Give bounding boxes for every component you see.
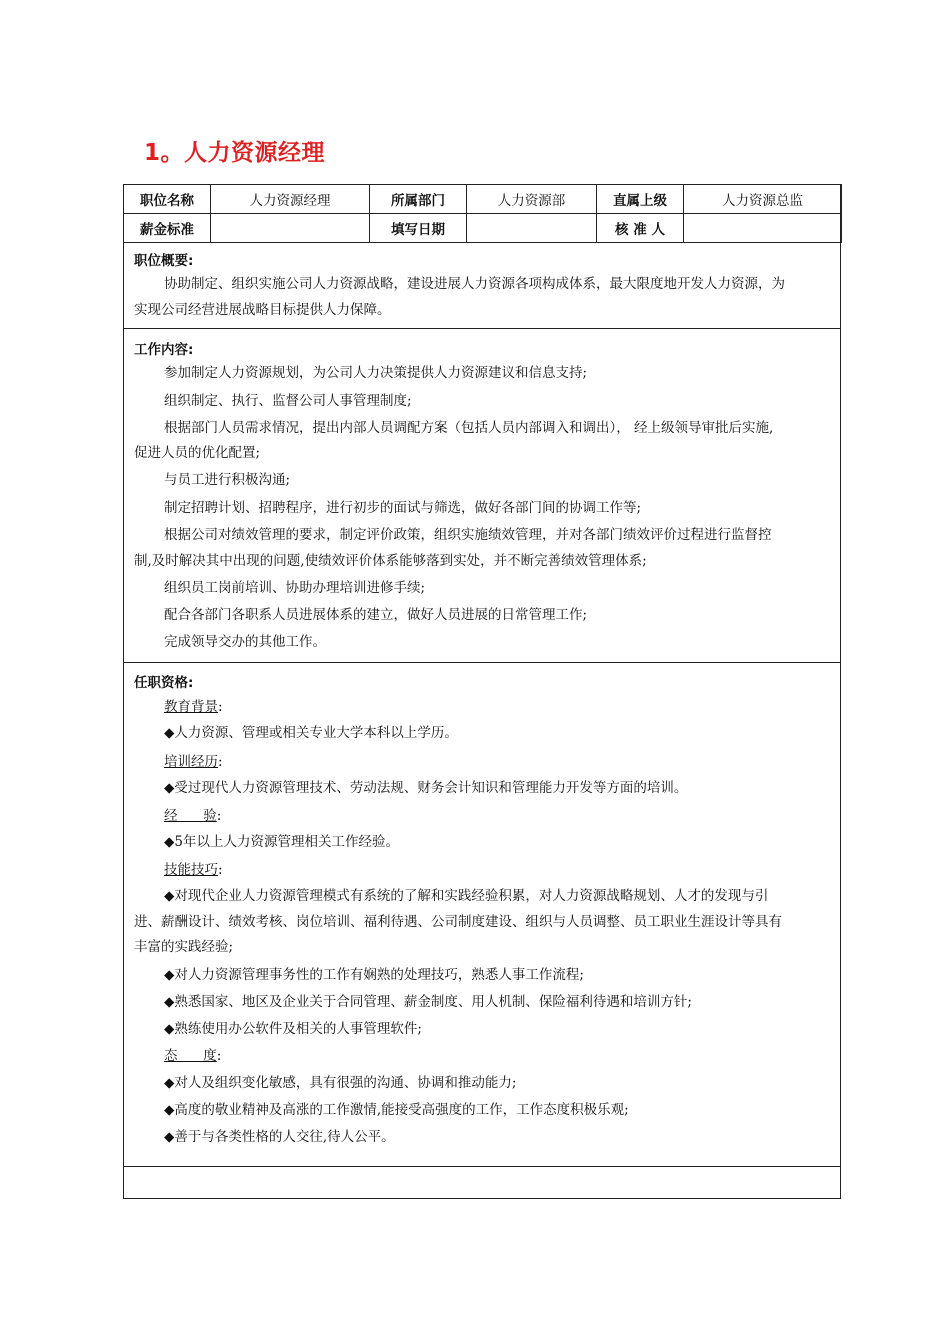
blank-row <box>124 1166 840 1198</box>
duty-line: 制,及时解决其中出现的问题,使绩效评价体系能够落到实处，并不断完善绩效管理体系; <box>134 553 647 569</box>
fill-date-label: 填写日期 <box>370 214 467 243</box>
duties-section <box>124 328 840 662</box>
overview-section <box>124 242 840 328</box>
salary-value <box>211 214 370 243</box>
overview-line: 实现公司经营进展战略目标提供人力保障。 <box>134 302 391 318</box>
skills-line: 丰富的实践经验; <box>134 939 234 955</box>
qualifications-section <box>124 662 840 1166</box>
duty-line: 组织制定、执行、监督公司人事管理制度; <box>164 393 412 409</box>
skills-line: ◆对现代企业人力资源管理模式有系统的了解和实践经验积累，对人力资源战略规划、人才的发现与引 <box>164 888 769 904</box>
duties-heading: 工作内容: <box>134 342 194 358</box>
duty-line: 促进人员的优化配置; <box>134 445 261 461</box>
approver-label: 核 准 人 <box>597 214 684 243</box>
duty-line: 制定招聘计划、招聘程序，进行初步的面试与筛选，做好各部门间的协调工作等; <box>164 500 642 516</box>
position-name-value: 人力资源经理 <box>211 185 370 214</box>
supervisor-label: 直属上级 <box>597 185 684 214</box>
salary-label: 薪金标准 <box>124 214 211 243</box>
duty-line: 配合各部门各职系人员进展体系的建立，做好人员进展的日常管理工作; <box>164 607 588 623</box>
header-row <box>124 214 842 243</box>
approver-value <box>684 214 842 243</box>
supervisor-value: 人力资源总监 <box>684 185 842 214</box>
header-table <box>123 184 842 243</box>
job-description-form <box>123 184 841 1199</box>
position-name-label: 职位名称 <box>124 185 211 214</box>
duty-line: 根据公司对绩效管理的要求，制定评价政策，组织实施绩效管理，并对各部门绩效评价过程进行监督控 <box>164 527 772 543</box>
experience-subheading: 经 验: <box>164 808 222 824</box>
skills-line: ◆熟练使用办公软件及相关的人事管理软件; <box>164 1021 422 1037</box>
attitude-line: ◆对人及组织变化敏感，具有很强的沟通、协调和推动能力; <box>164 1075 517 1091</box>
qualifications-heading: 任职资格: <box>134 675 194 691</box>
training-subheading: 培训经历: <box>164 754 223 770</box>
overview-line: 协助制定、组织实施公司人力资源战略，建设进展人力资源各项构成体系，最大限度地开发人力资源，为 <box>164 276 785 292</box>
fill-date-value <box>467 214 597 243</box>
duty-line: 根据部门人员需求情况，提出内部人员调配方案（包括人员内部调入和调出）， 经上级领导审批后实施, <box>164 420 774 436</box>
training-text: ◆受过现代人力资源管理技术、劳动法规、财务会计知识和管理能力开发等方面的培训。 <box>164 780 688 796</box>
skills-line: 进、薪酬设计、绩效考核、岗位培训、福利待遇、公司制度建设、组织与人员调整、员工职业生涯设计等具有 <box>134 914 782 930</box>
duty-line: 组织员工岗前培训、协助办理培训进修手续; <box>164 580 426 596</box>
attitude-subheading: 态 度: <box>164 1048 222 1064</box>
document-title: 1。人力资源经理 <box>144 140 326 166</box>
duty-line: 完成领导交办的其他工作。 <box>164 634 326 650</box>
overview-heading: 职位概要: <box>134 253 194 269</box>
skills-subheading: 技能技巧: <box>164 862 223 878</box>
attitude-line: ◆善于与各类性格的人交往,待人公平。 <box>164 1129 395 1145</box>
header-row <box>124 185 842 214</box>
duty-line: 与员工进行积极沟通; <box>164 472 291 488</box>
duty-line: 参加制定人力资源规划，为公司人力决策提供人力资源建议和信息支持; <box>164 365 588 381</box>
skills-line: ◆熟悉国家、地区及企业关于合同管理、薪金制度、用人机制、保险福利待遇和培训方针; <box>164 994 692 1010</box>
attitude-line: ◆高度的敬业精神及高涨的工作激情,能接受高强度的工作，工作态度积极乐观; <box>164 1102 629 1118</box>
education-subheading: 教育背景: <box>164 699 223 715</box>
experience-text: ◆5年以上人力资源管理相关工作经验。 <box>164 834 399 850</box>
skills-line: ◆对人力资源管理事务性的工作有娴熟的处理技巧，熟悉人事工作流程; <box>164 967 584 983</box>
education-text: ◆人力资源、管理或相关专业大学本科以上学历。 <box>164 725 458 741</box>
department-label: 所属部门 <box>370 185 467 214</box>
department-value: 人力资源部 <box>467 185 597 214</box>
